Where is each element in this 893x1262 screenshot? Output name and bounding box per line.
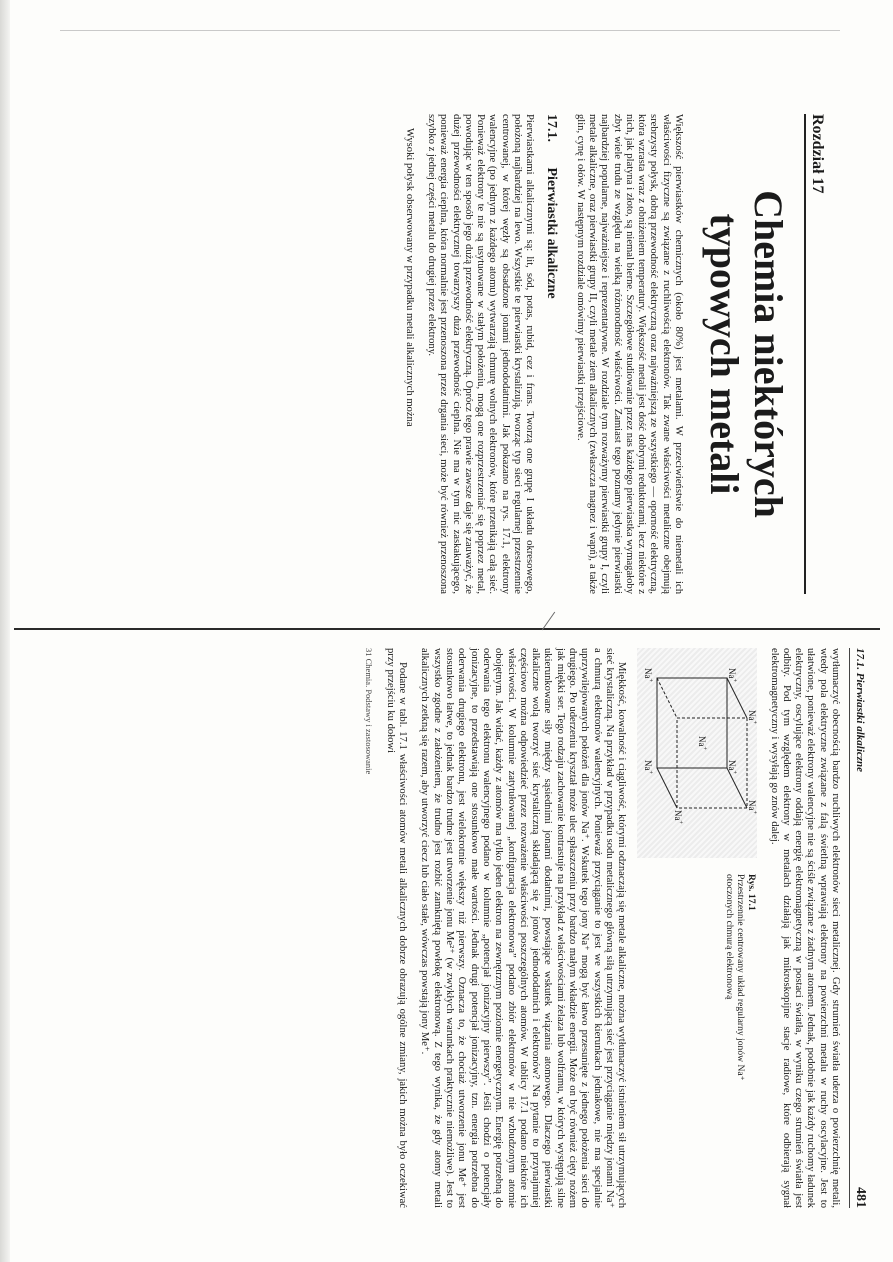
top-rule [60,30,840,31]
page-header [849,648,868,1208]
chapter-title-line-1: Chemia niektórych [746,190,791,518]
paragraph-2: Miękkość, kowalność i ciągliwość, którymi odznaczają się metale alkaliczne, można wytłumaczyć istnieniem sił utrzymujących sieć krystaliczną. Na przykład w przypadku sodu metalicznego główną siłą utrzymującą sieć jest przyciąganie między jonami Na⁺ a chmurą elektronów walencyjnych. Ponieważ przyciąganie to jest we wszystkich kierunkach jednakowe, nie ma specjalnie uprzywilejowanych położeń dla jonów Na⁺. Wskutek tego jony Na⁺ mogą być łatwo przesunięte z jednego położenia sieci do drugiego. Po uderzeniu kryształ może ulec spłaszczeniu przy bardzo małym wkładzie energii. Może on być również cięty nożem jak miękki ser. Tego rodzaju zachowanie kontrastuje na przykład z właściwościami żelaza lub wolframu, w których występują silne ukierunkowane siły między sąsiednimi jonami dodatnimi, powstające wskutek wiązania atomowego. Dlaczego pierwiastki alkaliczne wolą tworzyć sieć krystaliczną składającą się z jonów jednododatnich i elektronów? Na pytanie to przynajmniej częściowo można odpowiedzieć przez rozważenie właściwości poszczególnych atomów. W tablicy 17.1 podano niektóre ich właściwości. W kolumnie zatytułowanej „konfiguracja elektronowa” podano zbiór elektronów w nie wzbudzonym atomie obojętnym. Jak widać, każdy z atomów ma tylko jeden elektron na zewnętrznym poziomie energetycznym. Energię potrzebną do oderwania tego elektronu walencyjnego podano w kolumnie „potencjał jonizacyjny pierwszy”. Jeśli chodzi o potencjały jonizacyjne, to przedstawiają one stosunkowo małe wartości. Jednak drugi potencjał jonizacyjny, tzn. energia potrzebna do oderwania drugiego elektronu, jest wielokrotnie większy niż pierwszy. Oznacza to, że chociaż utworzenie jonu Me⁺ jest stosunkowo łatwe, to jednak bardzo trudne jest utworzenie jonu Me²⁺ (w zwykłych warunkach praktycznie niemożliwe). Jest to wszystko zgodne z założeniem, że trudno jest rozbić zamkniętą powłokę elektronową. Z tego wynika, że gdy atomy metali alkalicznych zetkną się razem, aby utworzyć ciecz lub ciało stałe, wówczas powstają jony Me⁺. [419,648,628,1208]
ion-label: Na+ [747,710,758,724]
cube-front-face [657,678,727,768]
ion-label: Na+ [727,668,738,682]
bcc-lattice-diagram [637,648,757,858]
chapter-label: Rozdział 17 [804,114,826,594]
section-paragraph-2: Wysoki połysk obserwowany w przypadku metali alkalicznych można [403,128,415,427]
section-paragraph: Pierwiastkami alkalicznymi są: lit, sód, potas, rubid, cez i frans. Tworzą one grupę I układu okresowego, położoną najbardziej na lewo. Wszystkie te pierwiastki krystalizują, tworząc typ sieci regularnej przestrzennie centrowanej, w której węzły są obsadzone jonami jednododatnimi. Jak pokazano na rys. 17.1, elektrony walencyjne (po jednym z każdego atomu) wytwarzają chmurę wolnych elektronów, które przenikają całą sieć. Ponieważ elektrony te nie są usytuowane w stałym położeniu, mogą one rozprzestrzeniać się poprzez metal, powodując w ten sposób jego dużą przewodność elektryczną. Oprócz tego prawie zawsze daje się zauważyć, że dużej przewodności elektrycznej towarzyszy duża przewodność cieplna. Nie ma w tym nic zaskakującego, ponieważ energia cieplna, która normalnie jest przenoszona przez drgania sieci, może być również przenoszona szybko z jednej części metalu do drugiej przez elektrony. [425,114,536,594]
intro-paragraph: Większość pierwiastków chemicznych (około 80%) jest metalami. W przeciwieństwie do niemetali ich właściwości fizyczne są związane z ruchliwością elektronów. Tak zwane właściwości metaliczne obejmują srebrzysty połysk, dobrą przewodność elektryczną oraz najważniejszą ze wszystkiego — oporność elektryczną, która wzrasta wraz z obniżeniem temperatury. Większość metali jest dość dobrymi reduktorami, lecz niektóre z nich, jak platyna i złoto, są niemal bierne. Szczegółowe studiowanie przez nas każdego pierwiastka wymagałoby zbyt wiele trudu ze względu na wielką różnorodność właściwości. Zamiast tego poznamy jedynie pierwiastki najbardziej popularne, najważniejsze i reprezentatywne. W rozdziale tym rozważymy pierwiastki grupy I, czyli metale alkaliczne, oraz pierwiastki grupy II, czyli metale ziem alkalicznych (zwłaszcza magnez i wapń), a także glin, cynę i ołów. W następnym rozdziale omówimy pierwiastki przejściowe. [574,114,684,594]
paragraph-1: wytłumaczyć obecnością bardzo ruchliwych elektronów sieci metalicznej. Gdy strumień światła uderza o powierzchnię metali, wtedy pola elektryczne związane z falą świetlną wprawiają elektrony na powierzchni metalu w ruchy oscylacyjne. Jest to ułatwione, ponieważ elektrony walencyjne nie są ściśle związane z żadnym atomem. Jednak, podobnie jak każdy ruchomy ładunek elektryczny, oscylujące elektrony oddają energię elektromagnetyczną w postaci światła, w wyniku czego strumień światła jest odbity. Pod tym względem elektrony w metalach działają jak mikroskopijne stacje radiowe, które odbierają sygnał elektromagnetyczny i wysyłają go znów dalej. [768,648,841,1208]
ion-label: Na+ [747,800,758,814]
figure-17-1 [637,648,757,1208]
chapter-title-line-2: typowych metali [702,213,747,495]
section-title: Pierwiastki alkaliczne [544,167,560,299]
section-number: 17.1. [544,114,560,142]
figure-caption-text: Przestrzennie centrowany układ regularny jonów Na⁺ otoczonych chmurą elektronową [724,874,747,1081]
paragraph-3: Podane w tabl. 17.1 właściwości atomów metali alkalicznych dobrze obrazują ogólne zmiany, jakich można było oczekiwać przy przejściu ku dołowi [384,648,409,1208]
page-number: 481 [853,1187,868,1208]
page-481 [38,648,868,1208]
running-head: 17.1. Pierwiastki alkaliczne [854,648,866,773]
page-480 [66,114,826,594]
figure-caption [724,874,757,1104]
scan-edge [0,0,10,1262]
chapter-title [702,114,790,594]
ion-label: Na+ [673,810,684,824]
section-heading [543,114,559,594]
ion-label: Na+ [643,668,654,682]
crystal-lattice-figure [637,648,757,858]
page-divider [14,628,880,630]
ion-label: Na+ [727,760,738,774]
page-footer: 31 Chemia. Podstawy i zastosowanie [363,648,374,775]
figure-caption-title: Rys. 17.1 [746,874,758,911]
ion-label: Na+ [697,736,708,750]
ion-label: Na+ [643,760,654,774]
